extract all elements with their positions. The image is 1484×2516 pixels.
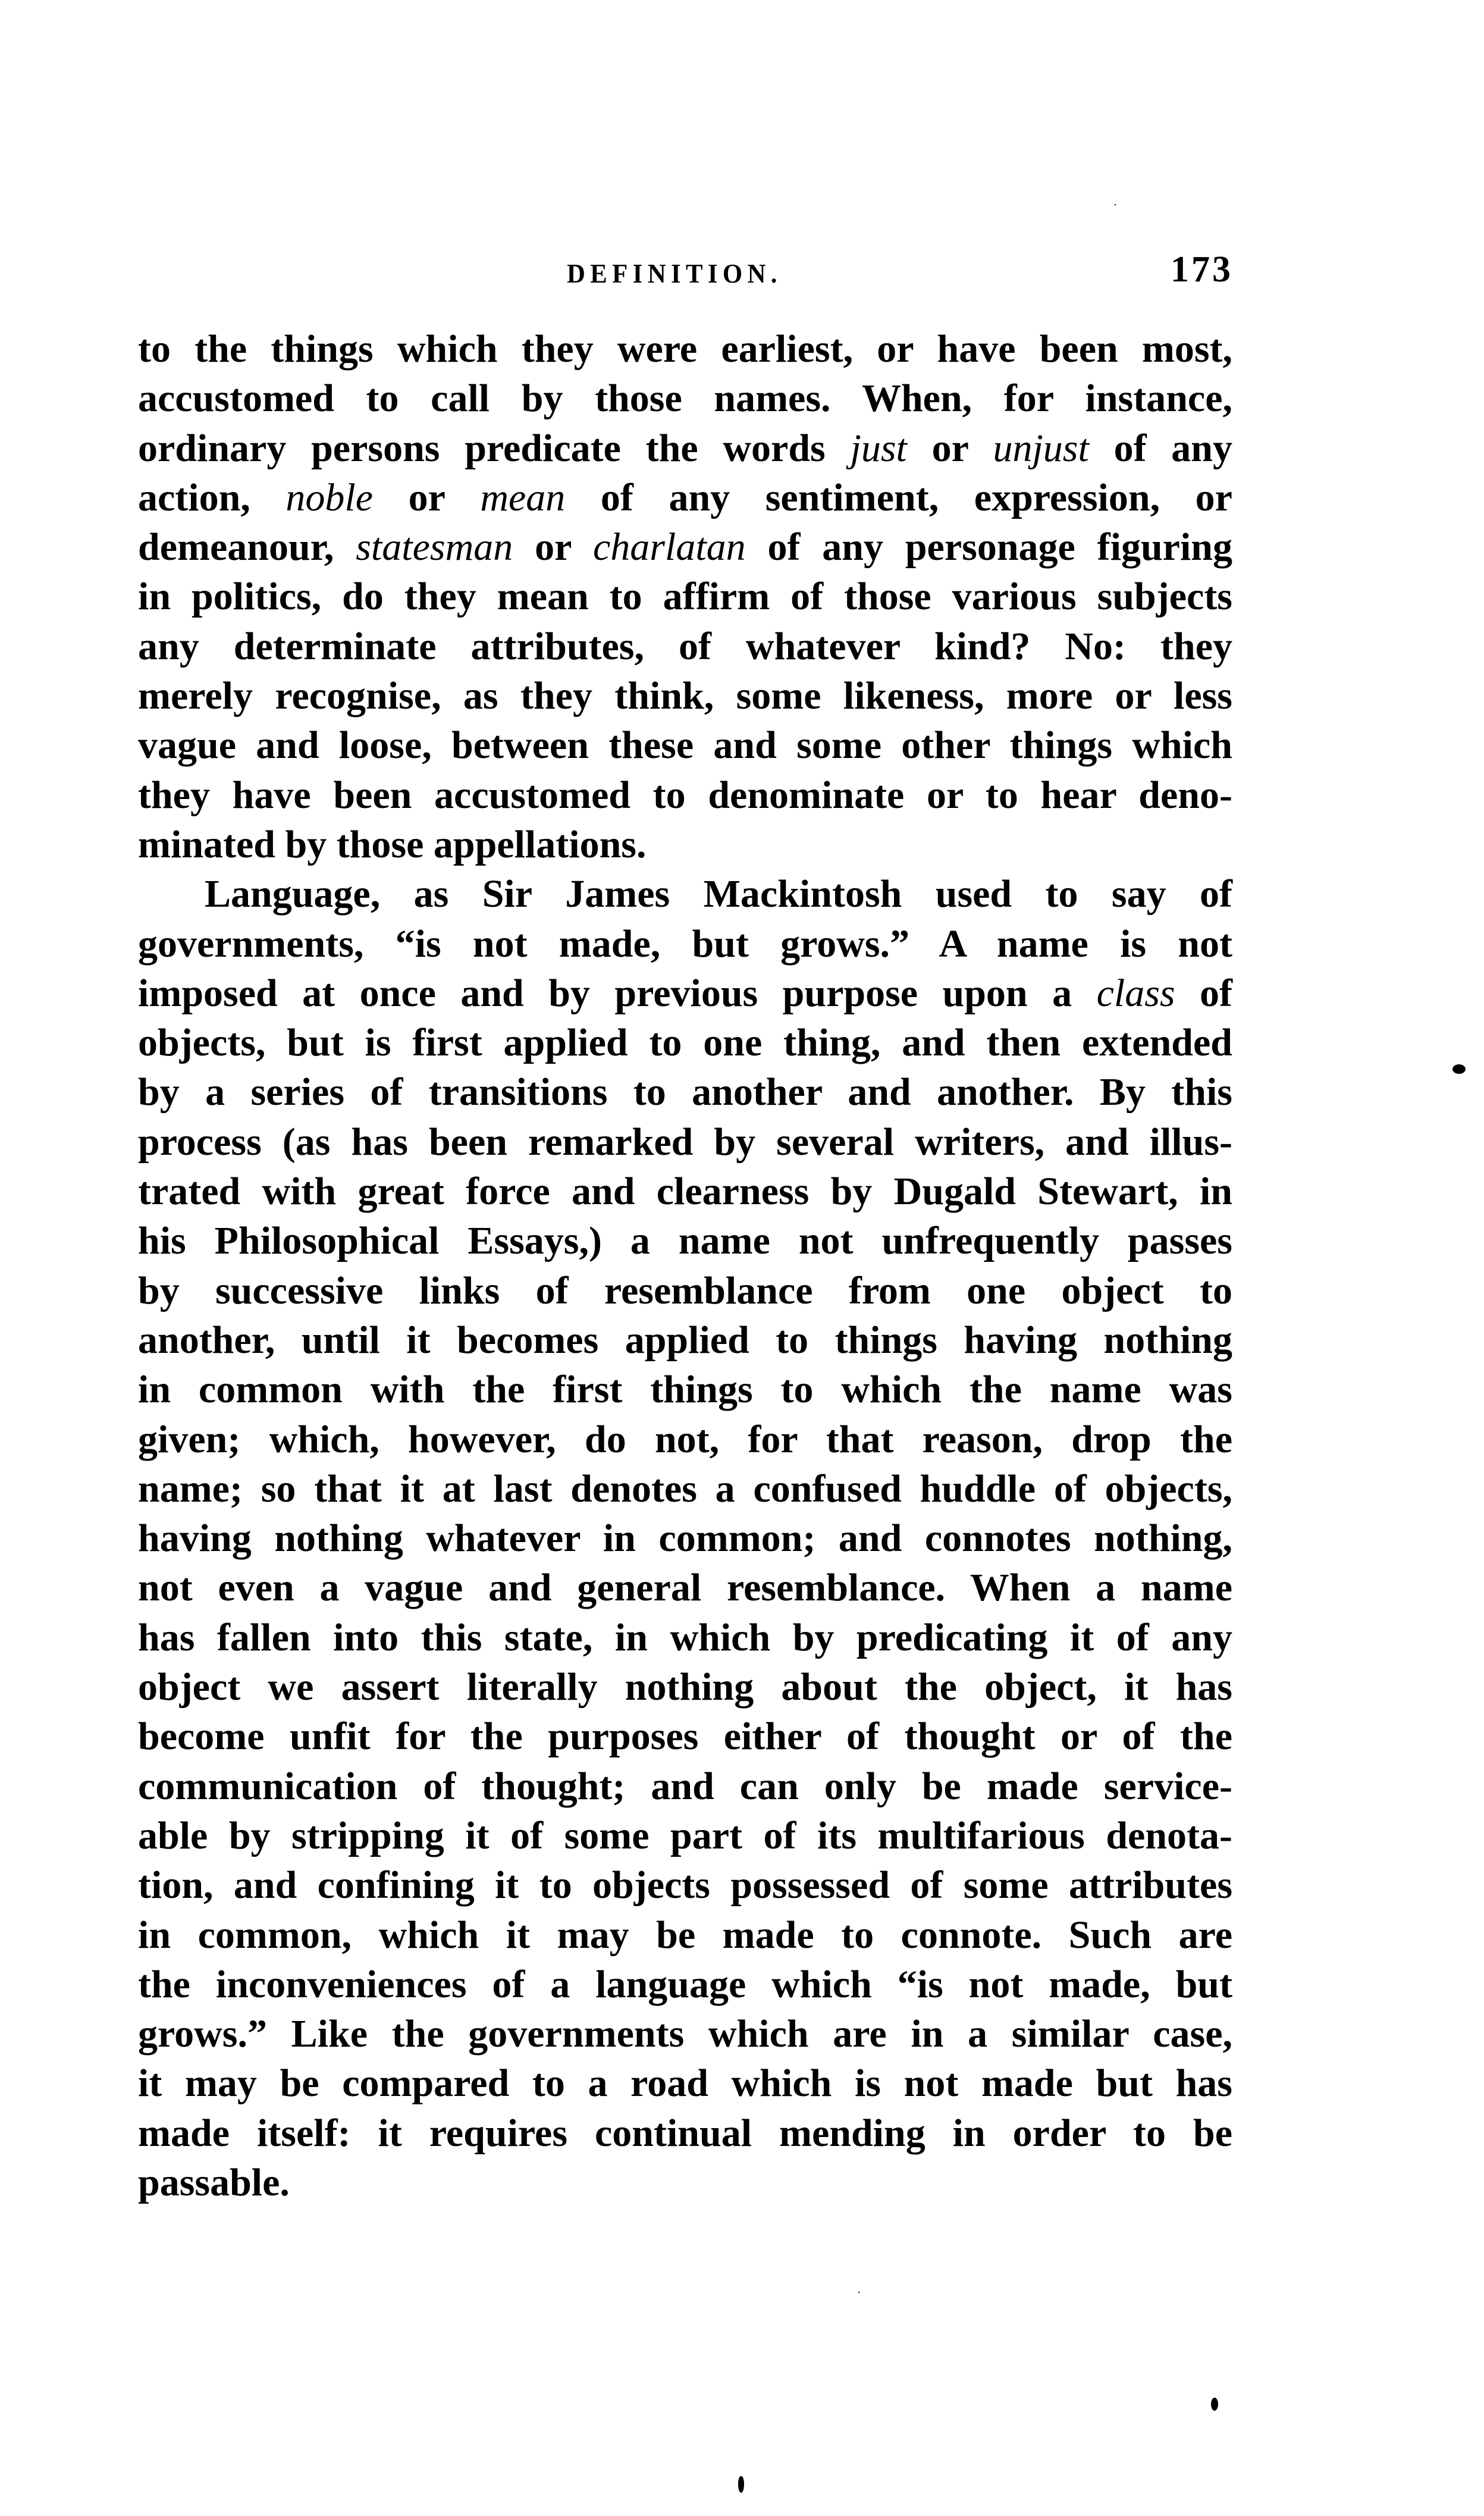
- text-run: passable.: [138, 2160, 290, 2204]
- text-line: [138, 1315, 1232, 1365]
- text-run: process (as has been remarked by several writers, and illus-: [138, 1120, 1232, 1164]
- text-line: [138, 2058, 1232, 2108]
- text-run: demeanour,: [138, 525, 356, 569]
- paragraph: [138, 324, 1232, 869]
- text-line: [138, 2158, 1232, 2207]
- text-line: [138, 1811, 1232, 1860]
- text-run: by successive links of resemblance from one object to: [138, 1268, 1232, 1312]
- text-line: [138, 572, 1232, 621]
- ink-speck: [858, 2292, 859, 2293]
- text-run: having nothing whatever in common; and connotes nothing,: [138, 1517, 1232, 1561]
- text-line: [138, 1415, 1232, 1464]
- text-line: [138, 1662, 1232, 1712]
- text-run: tion, and confining it to objects possessed of some attributes: [138, 1863, 1232, 1907]
- text-run: objects, but is first applied to one thing, and then extended: [138, 1021, 1232, 1065]
- text-run: trated with great force and clearness by Dugald Stewart, in: [138, 1170, 1232, 1214]
- text-line: [138, 1067, 1232, 1117]
- text-line: [138, 1464, 1232, 1514]
- text-run: another, until it becomes applied to things having nothing: [138, 1318, 1232, 1362]
- text-line: [138, 424, 1232, 473]
- text-run: governments, “is not made, but grows.” A name is not: [138, 922, 1232, 966]
- text-run: action,: [138, 475, 286, 519]
- ink-blot: [1211, 2398, 1218, 2411]
- text-run: to the things which they were earliest, or have been most,: [138, 327, 1232, 371]
- italic-term: statesman: [356, 525, 513, 569]
- text-line: [138, 1117, 1232, 1167]
- text-run: they have been accustomed to denominate or to hear deno-: [138, 773, 1232, 817]
- text-line: [138, 1266, 1232, 1315]
- text-line: [138, 869, 1232, 919]
- text-run: not even a vague and general resemblance. When a name: [138, 1566, 1232, 1610]
- text-run: has fallen into this state, in which by predicating it of any: [138, 1615, 1232, 1659]
- text-run: vague and loose, between these and some other things which: [138, 723, 1232, 767]
- page-number: 173: [1171, 249, 1233, 290]
- text-run: or: [906, 426, 993, 470]
- text-line: [138, 1762, 1232, 1811]
- text-run: made itself: it requires continual mending in order to be: [138, 2111, 1232, 2155]
- text-run: any determinate attributes, of whatever kind? No: they: [138, 624, 1232, 668]
- italic-term: unjust: [993, 426, 1089, 470]
- text-line: [138, 324, 1232, 374]
- text-line: [138, 2009, 1232, 2058]
- body-text: [138, 324, 1232, 2207]
- ink-blot: [1452, 1064, 1466, 1074]
- text-line: [138, 720, 1232, 770]
- text-line: [138, 1960, 1232, 2009]
- text-run: by a series of transitions to another and another. By this: [138, 1070, 1232, 1114]
- italic-term: mean: [480, 475, 566, 519]
- text-run: merely recognise, as they think, some likeness, more or less: [138, 674, 1232, 718]
- italic-term: class: [1096, 971, 1175, 1015]
- text-run: object we assert literally nothing about the object, it has: [138, 1665, 1232, 1709]
- text-line: [138, 1563, 1232, 1612]
- text-run: ordinary persons predicate the words: [138, 426, 851, 470]
- text-line: [138, 2108, 1232, 2158]
- text-line: [138, 671, 1232, 720]
- text-line: [138, 820, 1232, 869]
- text-line: [138, 1860, 1232, 1910]
- text-run: imposed at once and by previous purpose upon a: [138, 971, 1097, 1015]
- text-line: [138, 919, 1232, 969]
- text-run: of any: [1088, 426, 1233, 470]
- text-line: [138, 374, 1232, 423]
- text-line: [138, 1910, 1232, 1960]
- text-line: [138, 969, 1232, 1018]
- text-line: [138, 1167, 1232, 1216]
- text-run: in common, which it may be made to connote. Such are: [138, 1913, 1232, 1957]
- text-run: the inconveniences of a language which “is not made, but: [138, 1962, 1232, 2006]
- text-line: [138, 1216, 1232, 1265]
- text-run: name; so that it at last denotes a confused huddle of objects,: [138, 1467, 1232, 1511]
- italic-term: charlatan: [593, 525, 746, 569]
- text-run: Language, as Sir James Mackintosh used to say of: [205, 872, 1232, 916]
- text-line: [138, 1514, 1232, 1563]
- text-line: [138, 1613, 1232, 1662]
- text-run: or: [513, 525, 594, 569]
- text-run: accustomed to call by those names. When, for instance,: [138, 377, 1232, 421]
- text-line: [138, 473, 1232, 522]
- italic-term: noble: [285, 475, 374, 519]
- text-line: [138, 522, 1232, 572]
- text-line: [138, 1018, 1232, 1067]
- text-line: [138, 1712, 1232, 1761]
- text-run: become unfit for the purposes either of thought or of the: [138, 1715, 1232, 1759]
- running-head-title: DEFINITION.: [567, 258, 782, 289]
- text-run: of: [1175, 971, 1232, 1015]
- text-line: [138, 622, 1232, 671]
- text-run: in common with the first things to which the name was: [138, 1368, 1232, 1412]
- ink-speck: [1115, 204, 1116, 205]
- text-run: given; which, however, do not, for that reason, drop the: [138, 1417, 1232, 1461]
- text-run: of any personage figuring: [745, 525, 1232, 569]
- text-line: [138, 770, 1232, 820]
- text-run: in politics, do they mean to affirm of those various subjects: [138, 575, 1232, 619]
- text-line: [138, 1365, 1232, 1414]
- text-run: his Philosophical Essays,) a name not unfrequently passes: [138, 1219, 1232, 1263]
- paragraph: [138, 869, 1232, 2207]
- italic-term: just: [850, 426, 907, 470]
- text-run: communication of thought; and can only be made service-: [138, 1764, 1232, 1808]
- text-run: or: [373, 475, 481, 519]
- text-run: able by stripping it of some part of its multifarious denota-: [138, 1813, 1232, 1857]
- text-run: minated by those appellations.: [138, 822, 647, 866]
- text-run: it may be compared to a road which is not made but has: [138, 2061, 1232, 2105]
- text-run: of any sentiment, expression, or: [565, 475, 1232, 519]
- ink-blot: [738, 2476, 744, 2493]
- text-run: grows.” Like the governments which are in a similar case,: [138, 2012, 1232, 2056]
